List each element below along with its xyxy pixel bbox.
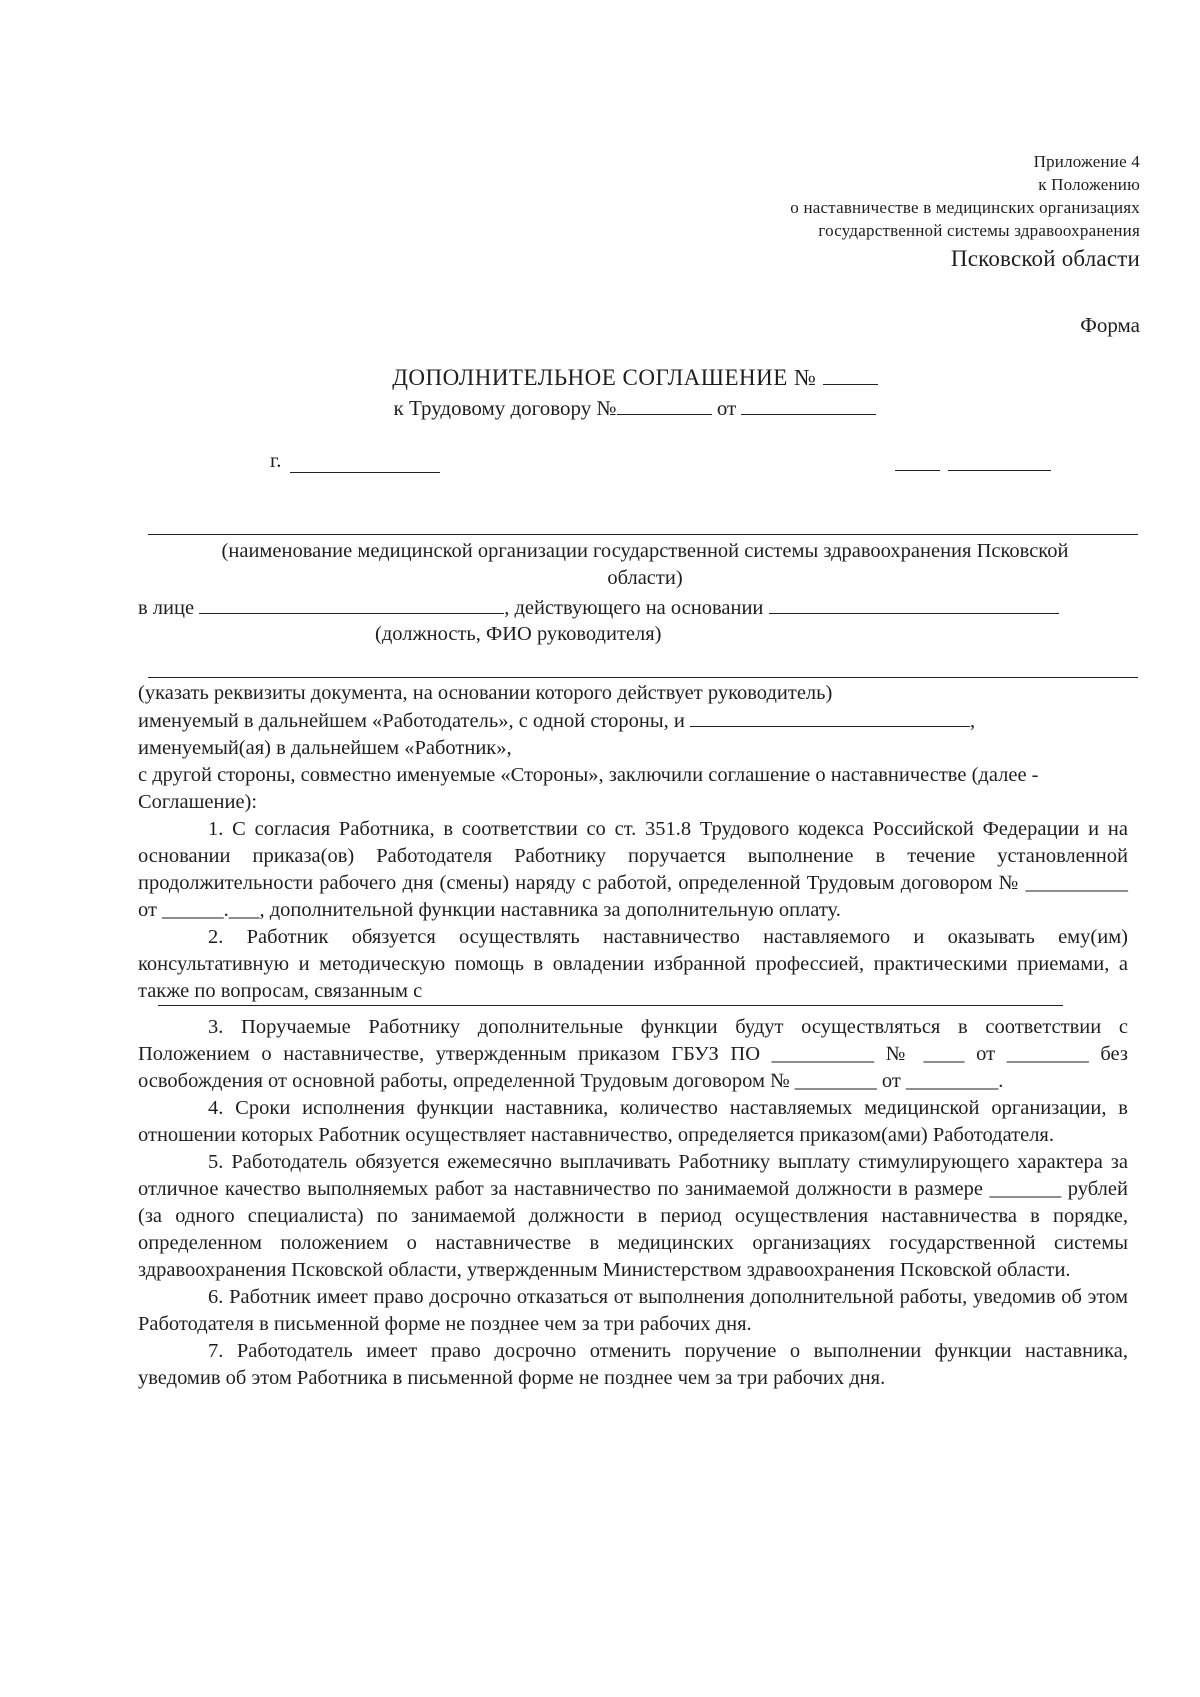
organization-blank[interactable]	[148, 534, 1138, 535]
contract-number-blank[interactable]	[617, 396, 712, 415]
subtitle-from-label: от	[716, 396, 737, 420]
employee-line-text: именуемый(ая) в дальнейшем «Работник»,	[138, 737, 512, 759]
basis-blank[interactable]	[769, 595, 1059, 614]
appendix-regulation-system: государственной системы здравоохранения	[818, 221, 1140, 240]
appendix-to-regulation: к Положению	[1038, 175, 1140, 194]
basis-caption: (указать реквизиты документа, на основании которого действует руководитель)	[138, 682, 833, 704]
contract-date-blank[interactable]	[741, 396, 876, 415]
city-blank[interactable]	[290, 454, 440, 473]
clauses	[138, 816, 1128, 1392]
date-day-blank[interactable]	[895, 452, 940, 471]
clause-5: 5. Работодатель обязуется ежемесячно выплачивать Работнику выплату стимулирующего характера за отличное качество выполняемых работ за наставничество по занимаемой должности в размере _______ рублей (за одного специалиста) по занимаемой должности в период осуществления наставничества в порядке, определенном положением о наставничестве в медицинских организациях государственной системы здравоохранения Псковской области, утвержденным Министерством здравоохранения Псковской области.	[138, 1151, 1128, 1281]
employer-line	[138, 708, 1138, 735]
clause-3: 3. Поручаемые Работнику дополнительные функции будут осуществляться в соответствии с Положением о наставничестве, утвержденным приказом ГБУЗ ПО __________ № ____ от ________ без освобождения от основной работы, определенной Трудовым договором № ________ от _________.	[138, 1016, 1128, 1092]
employee-line	[138, 735, 1128, 765]
city-prefix: г.	[270, 448, 282, 472]
agreement-number-blank[interactable]	[823, 366, 878, 385]
representative-prefix: в лице	[138, 597, 195, 619]
employer-line-text: именуемый в дальнейшем «Работодатель», с одной стороны, и	[138, 710, 685, 732]
document-title-text: ДОПОЛНИТЕЛЬНОЕ СОГЛАШЕНИЕ №	[392, 365, 817, 390]
clause-4: 4. Сроки исполнения функции наставника, количество наставляемых медицинской организации, в отношении которых Работник осуществляет наставничество, определяется приказом(ами) Работодателя.	[138, 1097, 1128, 1146]
organization-caption: (наименование медицинской организации государственной системы здравоохранения Псковской области)	[221, 540, 1069, 589]
representative-basis-label: , действующего на основании	[504, 597, 764, 619]
appendix-region: Псковской области	[950, 246, 1140, 271]
parties-line: с другой стороны, совместно именуемые «Стороны», заключили соглашение о наставничестве (далее - Соглашение):	[138, 764, 1039, 813]
date-field	[895, 452, 1055, 476]
basis-document-blank[interactable]	[148, 677, 1138, 678]
subtitle-contract-label: к Трудовому договору №	[393, 396, 617, 420]
document-title	[0, 365, 1200, 391]
clause-7: 7. Работодатель имеет право досрочно отменить поручение о выполнении функции наставника, уведомив об этом Работника в письменной форме не позднее чем за три рабочих дня.	[138, 1340, 1128, 1389]
employee-name-blank[interactable]	[690, 708, 970, 727]
appendix-header	[620, 150, 1140, 274]
clause-1: 1. С согласия Работника, в соответствии со ст. 351.8 Трудового кодекса Российской Федерации и на основании приказа(ов) Работодателя Работнику поручается выполнение в течение установленной продолжительности рабочего дня (смены) наряду с работой, определенной Трудовым договором № __________ от ______.___, дополнительной функции наставника за дополнительную оплату.	[138, 818, 1128, 921]
appendix-number: Приложение 4	[1033, 152, 1140, 171]
representative-caption: (должность, ФИО руководителя)	[375, 623, 662, 645]
date-month-year-blank[interactable]	[948, 452, 1051, 471]
clause-2-text: 2. Работник обязуется осуществлять наставничество наставляемого и оказывать ему(им) консультативную и методическую помощь в овладении избранной профессией, практическими приемами, а также по вопросам, связанным с	[138, 926, 1128, 1002]
appendix-regulation-title: о наставничестве в медицинских организациях	[790, 198, 1140, 217]
representative-line	[138, 595, 1128, 622]
place-field	[270, 448, 440, 473]
form-label: Форма	[1080, 313, 1140, 337]
clause-6: 6. Работник имеет право досрочно отказаться от выполнения дополнительной работы, уведомив об этом Работодателя в письменной форме не позднее чем за три рабочих дня.	[138, 1286, 1128, 1335]
employer-line-comma: ,	[969, 710, 976, 732]
representative-blank[interactable]	[199, 595, 504, 614]
document-subtitle	[0, 396, 1200, 421]
